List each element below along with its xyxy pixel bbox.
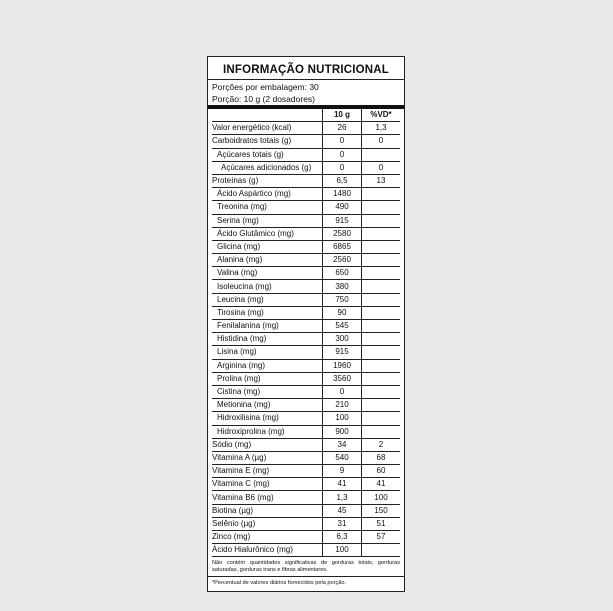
nutrient-name: Proteínas (g) [212, 176, 259, 186]
nutrient-amount: 545 [323, 320, 362, 333]
nutrient-daily-value: 57 [362, 531, 401, 544]
table-row [212, 451, 400, 464]
header-nutrient [212, 109, 323, 122]
table-row [212, 293, 400, 306]
table-row [212, 465, 400, 478]
table-row [212, 280, 400, 293]
nutrient-name: Fenilalanina (mg) [217, 321, 279, 331]
nutrient-daily-value: 13 [362, 174, 401, 187]
nutrient-daily-value: 100 [362, 491, 401, 504]
table-row [212, 544, 400, 557]
nutrient-daily-value [362, 267, 401, 280]
nutrient-daily-value [362, 333, 401, 346]
nutrient-daily-value [362, 425, 401, 438]
nutrient-daily-value [362, 201, 401, 214]
table-row [212, 227, 400, 240]
table-row [212, 504, 400, 517]
header-daily-value: %VD* [362, 109, 401, 122]
nutrient-amount: 490 [323, 201, 362, 214]
nutrient-name: Selênio (µg) [212, 518, 256, 528]
nutrient-name: Serina (mg) [217, 215, 259, 225]
serving-size: Porção: 10 g (2 dosadores) [212, 94, 316, 104]
nutrient-amount: 915 [323, 214, 362, 227]
nutrient-amount: 3560 [323, 372, 362, 385]
nutrient-name: Ácido Glutâmico (mg) [217, 228, 294, 238]
nutrient-name: Carboidratos totais (g) [212, 136, 292, 146]
nutrient-daily-value: 51 [362, 517, 401, 530]
nutrient-name: Treonina (mg) [217, 202, 267, 212]
nutrient-name: Biotina (µg) [212, 505, 254, 515]
nutrient-amount: 1480 [323, 188, 362, 201]
nutrient-name: Zinco (mg) [212, 532, 251, 542]
nutrient-name: Prolina (mg) [217, 373, 261, 383]
nutrition-table [212, 109, 400, 557]
table-row [212, 201, 400, 214]
table-row [212, 359, 400, 372]
nutrient-name: Hidroxilisina (mg) [217, 413, 279, 423]
nutrient-name: Histidina (mg) [217, 334, 267, 344]
nutrient-daily-value [362, 240, 401, 253]
nutrient-amount: 100 [323, 544, 362, 557]
nutrient-name: Leucina (mg) [217, 294, 264, 304]
table-row [212, 240, 400, 253]
nutrient-amount: 0 [323, 148, 362, 161]
nutrient-amount: 9 [323, 465, 362, 478]
nutrient-name: Hidroxiprolina (mg) [217, 426, 285, 436]
nutrient-amount: 31 [323, 517, 362, 530]
nutrient-daily-value [362, 399, 401, 412]
nutrient-name: Arginina (mg) [217, 360, 266, 370]
nutrient-name: Valor energético (kcal) [212, 123, 292, 133]
servings-per-package: Porções por embalagem: 30 [212, 82, 319, 92]
nutrient-amount: 34 [323, 438, 362, 451]
nutrient-amount: 6,5 [323, 174, 362, 187]
table-row [212, 412, 400, 425]
nutrient-name: Glicina (mg) [217, 241, 261, 251]
nutrient-amount: 100 [323, 412, 362, 425]
nutrient-daily-value [362, 346, 401, 359]
table-row [212, 320, 400, 333]
nutrient-amount: 41 [323, 478, 362, 491]
nutrient-daily-value [362, 148, 401, 161]
nutrient-name: Tirosina (mg) [217, 307, 264, 317]
nutrient-amount: 650 [323, 267, 362, 280]
nutrient-amount: 750 [323, 293, 362, 306]
nutrient-name: Cistina (mg) [217, 387, 261, 397]
nutrient-amount: 900 [323, 425, 362, 438]
nutrient-name: Sódio (mg) [212, 439, 252, 449]
table-row [212, 517, 400, 530]
nutrient-amount: 2560 [323, 254, 362, 267]
nutrient-amount: 0 [323, 135, 362, 148]
label-title: INFORMAÇÃO NUTRICIONAL [208, 57, 404, 80]
footnote-daily-value: *Percentual de valores diários fornecidos pela porção. [212, 580, 347, 587]
nutrient-amount: 1960 [323, 359, 362, 372]
nutrient-daily-value: 41 [362, 478, 401, 491]
nutrient-name: Isoleucina (mg) [217, 281, 272, 291]
nutrient-name: Vitamina A (µg) [212, 452, 267, 462]
nutrient-daily-value [362, 306, 401, 319]
nutrient-daily-value: 2 [362, 438, 401, 451]
nutrient-name: Ácido Aspártico (mg) [217, 189, 291, 199]
nutrient-name: Alanina (mg) [217, 255, 263, 265]
nutrient-daily-value: 0 [362, 135, 401, 148]
nutrient-daily-value: 60 [362, 465, 401, 478]
nutrient-amount: 300 [323, 333, 362, 346]
nutrient-daily-value: 0 [362, 161, 401, 174]
table-row [212, 161, 400, 174]
nutrient-daily-value [362, 293, 401, 306]
nutrient-daily-value [362, 412, 401, 425]
nutrient-amount: 0 [323, 161, 362, 174]
nutrient-amount: 26 [323, 122, 362, 135]
table-row [212, 174, 400, 187]
nutrient-amount: 1,3 [323, 491, 362, 504]
table-row [212, 491, 400, 504]
footnote-not-significant: Não contém quantidades significativas de gorduras totais, gorduras saturadas, gorduras trans e fibras alimentares. [208, 557, 404, 577]
table-row [212, 425, 400, 438]
nutrient-name: Lisina (mg) [217, 347, 257, 357]
table-row [212, 372, 400, 385]
nutrient-daily-value: 1,3 [362, 122, 401, 135]
nutrient-name: Vitamina B6 (mg) [212, 492, 274, 502]
nutrient-daily-value [362, 254, 401, 267]
table-row [212, 135, 400, 148]
table-row [212, 333, 400, 346]
nutrient-amount: 2580 [323, 227, 362, 240]
table-row [212, 346, 400, 359]
table-row [212, 478, 400, 491]
table-row [212, 399, 400, 412]
table-row [212, 438, 400, 451]
nutrient-amount: 915 [323, 346, 362, 359]
table-row [212, 306, 400, 319]
nutrient-daily-value [362, 214, 401, 227]
table-row [212, 148, 400, 161]
table-row [212, 267, 400, 280]
nutrient-daily-value [362, 280, 401, 293]
nutrient-name: Vitamina E (mg) [212, 466, 270, 476]
nutrient-name: Metionina (mg) [217, 400, 271, 410]
nutrient-daily-value [362, 372, 401, 385]
nutrient-name: Ácido Hialurônico (mg) [212, 545, 293, 555]
table-row [212, 188, 400, 201]
nutrient-amount: 6,3 [323, 531, 362, 544]
nutrient-daily-value [362, 359, 401, 372]
nutrient-daily-value [362, 385, 401, 398]
table-row [212, 254, 400, 267]
nutrient-daily-value [362, 320, 401, 333]
nutrient-name: Vitamina C (mg) [212, 479, 270, 489]
table-header-row [212, 109, 400, 122]
nutrient-daily-value: 150 [362, 504, 401, 517]
nutrient-amount: 380 [323, 280, 362, 293]
nutrient-amount: 540 [323, 451, 362, 464]
table-row [212, 214, 400, 227]
nutrient-amount: 210 [323, 399, 362, 412]
nutrient-name: Açúcares adicionados (g) [221, 162, 312, 172]
nutrient-amount: 90 [323, 306, 362, 319]
nutrient-name: Açúcares totais (g) [217, 149, 284, 159]
nutrient-daily-value [362, 188, 401, 201]
nutrition-facts-label [207, 56, 405, 592]
nutrient-daily-value [362, 544, 401, 557]
table-row [212, 122, 400, 135]
nutrient-amount: 45 [323, 504, 362, 517]
nutrient-name: Valina (mg) [217, 268, 258, 278]
nutrient-daily-value: 68 [362, 451, 401, 464]
nutrient-amount: 0 [323, 385, 362, 398]
nutrient-daily-value [362, 227, 401, 240]
table-row [212, 531, 400, 544]
table-row [212, 385, 400, 398]
header-amount: 10 g [323, 109, 362, 122]
nutrient-amount: 6865 [323, 240, 362, 253]
